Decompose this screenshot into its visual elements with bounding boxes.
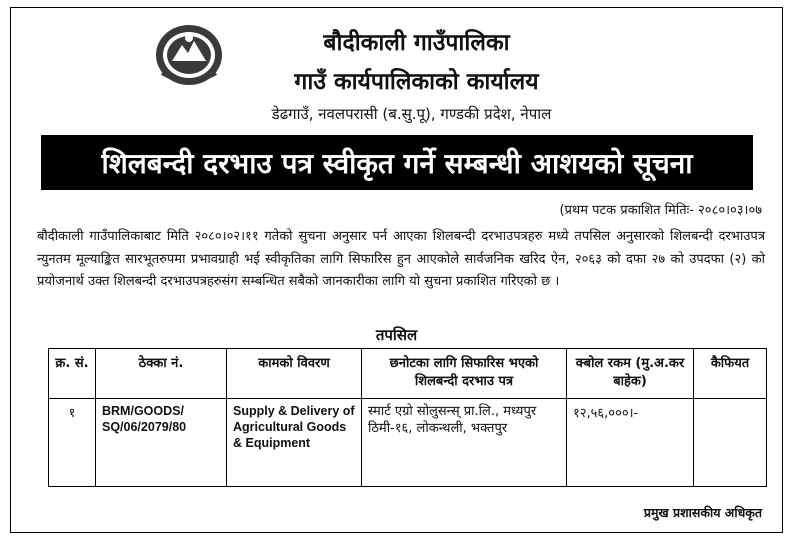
cell-description: Supply & Delivery of Agricultural Goods & Equipment	[227, 399, 362, 487]
notice-title-banner	[41, 135, 753, 190]
schedule-table	[48, 348, 767, 487]
cell-amount: १२,५६,०००।-	[567, 399, 694, 487]
office-address: डेढगाउँ, नवलपरासी (ब.सु.पू), गण्डकी प्रदेश, नेपाल	[271, 105, 552, 123]
cell-bidder: स्मार्ट एग्रो सोलुसन्स् प्रा.लि., मध्यपुर ठिमी-१६, लोकन्थली, भक्तपुर	[362, 399, 567, 487]
header-description: कामको विवरण	[227, 349, 362, 399]
schedule-caption: तपसिल	[375, 326, 418, 344]
notice-title: शिलबन्दी दरभाउ पत्र स्वीकृत गर्ने सम्बन्धी आशयको सूचना	[101, 146, 693, 180]
notice-page	[10, 7, 783, 533]
table-row	[49, 399, 767, 487]
table-header-row	[49, 349, 767, 399]
cell-contract-no: BRM/GOODS/ SQ/06/2079/80	[96, 399, 227, 487]
office-name: गाउँ कार्यपालिकाको कार्यालय	[294, 69, 539, 95]
cell-sn: १	[49, 399, 96, 487]
header-amount: क्बोल रकम (मु.अ.कर बाहेक)	[567, 349, 694, 399]
municipality-name: बौदीकाली गाउँपालिका	[323, 30, 510, 56]
notice-body: बौदीकाली गाउँपालिकाबाट मिति २०८०।०२।११ गतेको सुचना अनुसार पर्न आएका शिलबन्दी दरभाउपत्रहरु मध्ये तपसिल अनुसारको शिलबन्दी दरभाउपत्र न्युनतम मूल्याङ्कित सारभूतरुपमा प्रभावग्राही भई स्वीकृतिका लागि सिफारिस हुन आएकोले सार्वजनिक खरिद ऐन, २०६३ को दफा २७ को उपदफा (२) को प्रयोजनार्थ उक्त शिलबन्दी दरभाउपत्रहरुसंग सम्बन्धित सबैको जानकारीका लागि यो सुचना प्रकाशित गरिएको छ ।	[37, 229, 765, 289]
cell-remarks	[694, 399, 767, 487]
header-sn: क्र. सं.	[49, 349, 96, 399]
publish-date: (प्रथम पटक प्रकाशित मितिः- २०८०।०३।०७	[559, 203, 762, 218]
header-contract-no: ठेक्का नं.	[96, 349, 227, 399]
signature-line: प्रमुख प्रशासकीय अधिकृत	[643, 505, 762, 520]
header-remarks: कैफियत	[694, 349, 767, 399]
header-bidder: छनोटका लागि सिफारिस भएको शिलबन्दी दरभाउ पत्र	[362, 349, 567, 399]
